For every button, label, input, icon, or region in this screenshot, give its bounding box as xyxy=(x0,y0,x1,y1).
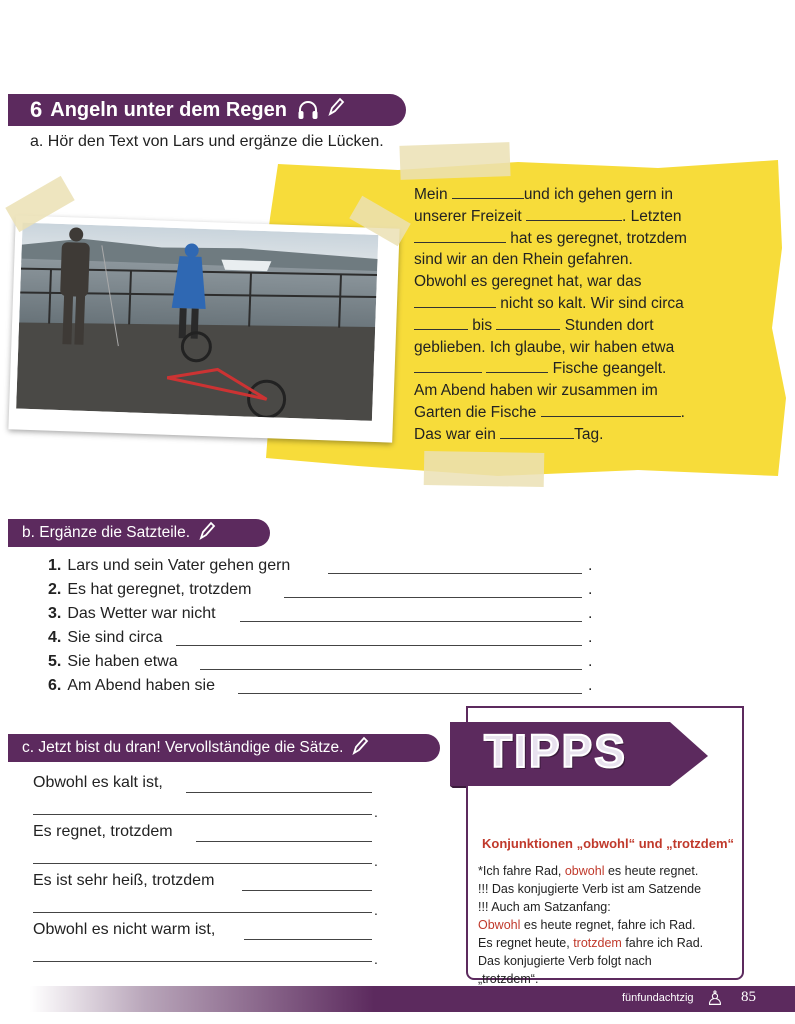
tips-fragment: Es regnet heute, xyxy=(478,936,574,950)
story-fragment: Mein xyxy=(414,186,452,203)
section-number: 6 xyxy=(30,97,43,122)
story-fragment: sind wir an den Rhein gefahren. xyxy=(414,251,633,269)
item-number: 6. xyxy=(48,677,62,694)
tips-fragment: fahre ich Rad. xyxy=(621,936,704,950)
exercise-b-item xyxy=(48,579,598,603)
blank-gap[interactable] xyxy=(541,402,681,417)
story-fragment: Obwohl es geregnet hat, war das xyxy=(414,273,642,291)
page-number: 85 xyxy=(741,989,756,1005)
story-line xyxy=(414,293,734,315)
period: . xyxy=(588,581,593,598)
section-b-title: b. Ergänze die Satzteile. xyxy=(22,524,191,541)
exercise-b-item xyxy=(48,555,598,579)
answer-line[interactable] xyxy=(244,939,372,940)
exercise-b-item xyxy=(48,627,598,651)
story-fragment: bis xyxy=(468,316,497,334)
item-text: Sie haben etwa xyxy=(67,653,178,670)
story-line xyxy=(414,184,734,206)
period: . xyxy=(374,804,378,820)
tips-fragment: !!! Auch am Satzanfang: xyxy=(478,900,611,914)
answer-line[interactable] xyxy=(196,841,372,842)
story-fragment: Am Abend haben wir zusammen im xyxy=(414,382,658,400)
answer-line[interactable] xyxy=(176,645,582,646)
blank-gap[interactable] xyxy=(414,293,496,308)
blank-gap[interactable] xyxy=(414,358,482,373)
exercise-c-prompt: Obwohl es kalt ist, xyxy=(33,774,163,791)
exercise-c-prompt: Obwohl es nicht warm ist, xyxy=(33,921,216,938)
story-line xyxy=(414,358,734,380)
tips-fragment: es heute regnet, fahre ich Rad. xyxy=(520,918,696,932)
answer-line[interactable] xyxy=(328,573,582,574)
blank-gap[interactable] xyxy=(526,206,622,221)
answer-line[interactable] xyxy=(238,693,582,694)
exercise-b-item xyxy=(48,675,598,699)
highlighted-conjunction: trotzdem xyxy=(573,936,622,950)
exercise-b-item xyxy=(48,603,598,627)
story-fragment: Fische geangelt. xyxy=(548,360,667,378)
story-fragment: und ich gehen gern in xyxy=(523,186,673,203)
answer-line[interactable] xyxy=(242,890,372,891)
story-fragment: unserer Freizeit xyxy=(414,207,526,225)
pencil-icon xyxy=(198,521,216,546)
blank-gap[interactable] xyxy=(496,315,560,330)
tips-fragment: *Ich fahre Rad, xyxy=(478,864,565,878)
story-line xyxy=(414,424,734,446)
fishing-photo xyxy=(8,215,399,442)
period: . xyxy=(588,605,593,622)
pencil-icon xyxy=(351,736,369,761)
page-number-word: fünfundachtzig xyxy=(622,992,694,1004)
instruction-a: a. Hör den Text von Lars und ergänze die Lücken. xyxy=(30,133,384,150)
exercise-c-prompt: Es ist sehr heiß, trotzdem xyxy=(33,872,215,889)
story-fragment: nicht so kalt. Wir sind circa xyxy=(496,294,684,312)
period: . xyxy=(588,677,593,694)
story-line xyxy=(414,380,734,402)
story-fragment: . xyxy=(680,403,685,421)
blank-gap[interactable] xyxy=(500,424,574,439)
story-fragment: Tag. xyxy=(574,425,604,443)
tips-line xyxy=(478,862,740,880)
tips-line xyxy=(478,916,740,934)
story-line xyxy=(414,271,734,293)
blank-gap[interactable] xyxy=(414,228,506,243)
story-line xyxy=(414,315,734,337)
tape-top xyxy=(399,142,510,180)
highlighted-conjunction: Obwohl xyxy=(478,918,521,932)
tape-bottom xyxy=(424,451,545,487)
tips-text xyxy=(478,862,740,988)
answer-line[interactable] xyxy=(33,912,372,913)
story-line xyxy=(414,337,734,359)
blank-gap[interactable] xyxy=(486,358,548,373)
answer-line[interactable] xyxy=(33,814,372,815)
story-text xyxy=(414,184,734,446)
answer-line[interactable] xyxy=(284,597,582,598)
exercise-c-prompt: Es regnet, trotzdem xyxy=(33,823,173,840)
item-text: Lars und sein Vater gehen gern xyxy=(67,557,291,574)
period: . xyxy=(588,653,593,670)
period: . xyxy=(588,629,593,646)
story-fragment: Das war ein xyxy=(414,425,501,443)
answer-line[interactable] xyxy=(186,792,372,793)
item-number: 5. xyxy=(48,653,62,670)
item-number: 1. xyxy=(48,557,62,574)
answer-line[interactable] xyxy=(240,621,582,622)
tips-fragment: „trotzdem“. xyxy=(478,972,539,986)
tips-fragment: es heute regnet. xyxy=(604,864,699,878)
story-line xyxy=(414,249,734,271)
story-fragment: hat es geregnet, trotzdem xyxy=(506,229,687,247)
section-title: Angeln unter dem Regen xyxy=(50,98,287,121)
tips-fragment: Das konjugierte Verb folgt nach xyxy=(478,954,652,968)
tips-line xyxy=(478,952,740,970)
headphones-icon xyxy=(297,100,319,120)
tips-line xyxy=(478,880,740,898)
story-line xyxy=(414,228,734,250)
period: . xyxy=(374,951,378,967)
section-c-title: c. Jetzt bist du dran! Vervollständige die Sätze. xyxy=(22,739,344,756)
exercise-b-item xyxy=(48,651,598,675)
story-line xyxy=(414,206,734,228)
exercise-b-list xyxy=(48,555,598,699)
chess-pawn-icon: ♙ xyxy=(706,988,724,1010)
story-fragment: Garten die Fische xyxy=(414,403,541,421)
blank-gap[interactable] xyxy=(452,184,524,199)
story-fragment: geblieben. Ich glaube, wir haben etwa xyxy=(414,338,675,356)
period: . xyxy=(588,557,593,574)
tips-line xyxy=(478,898,740,916)
story-fragment: Stunden dort xyxy=(560,316,654,334)
period: . xyxy=(374,853,378,869)
section-c-banner xyxy=(8,734,440,762)
answer-line[interactable] xyxy=(33,863,372,864)
period: . xyxy=(374,902,378,918)
item-text: Sie sind circa xyxy=(67,629,163,646)
item-text: Am Abend haben sie xyxy=(67,677,216,694)
tips-fragment: !!! Das konjugierte Verb ist am Satzende xyxy=(478,882,702,896)
section-b-banner xyxy=(8,519,270,547)
tips-title: Konjunktionen „obwohl“ und „trotzdem“ xyxy=(482,836,735,851)
tips-banner-text: TIPPS xyxy=(484,725,627,777)
item-text: Es hat geregnet, trotzdem xyxy=(67,581,252,598)
answer-line[interactable] xyxy=(200,669,582,670)
section-6-banner xyxy=(8,94,406,126)
item-number: 4. xyxy=(48,629,62,646)
tips-line xyxy=(478,934,740,952)
pencil-icon xyxy=(327,97,345,123)
item-text: Das Wetter war nicht xyxy=(67,605,216,622)
item-number: 2. xyxy=(48,581,62,598)
story-fragment: . Letzten xyxy=(621,207,682,225)
blank-gap[interactable] xyxy=(414,315,468,330)
item-number: 3. xyxy=(48,605,62,622)
story-line xyxy=(414,402,734,424)
answer-line[interactable] xyxy=(33,961,372,962)
highlighted-conjunction: obwohl xyxy=(564,864,605,878)
